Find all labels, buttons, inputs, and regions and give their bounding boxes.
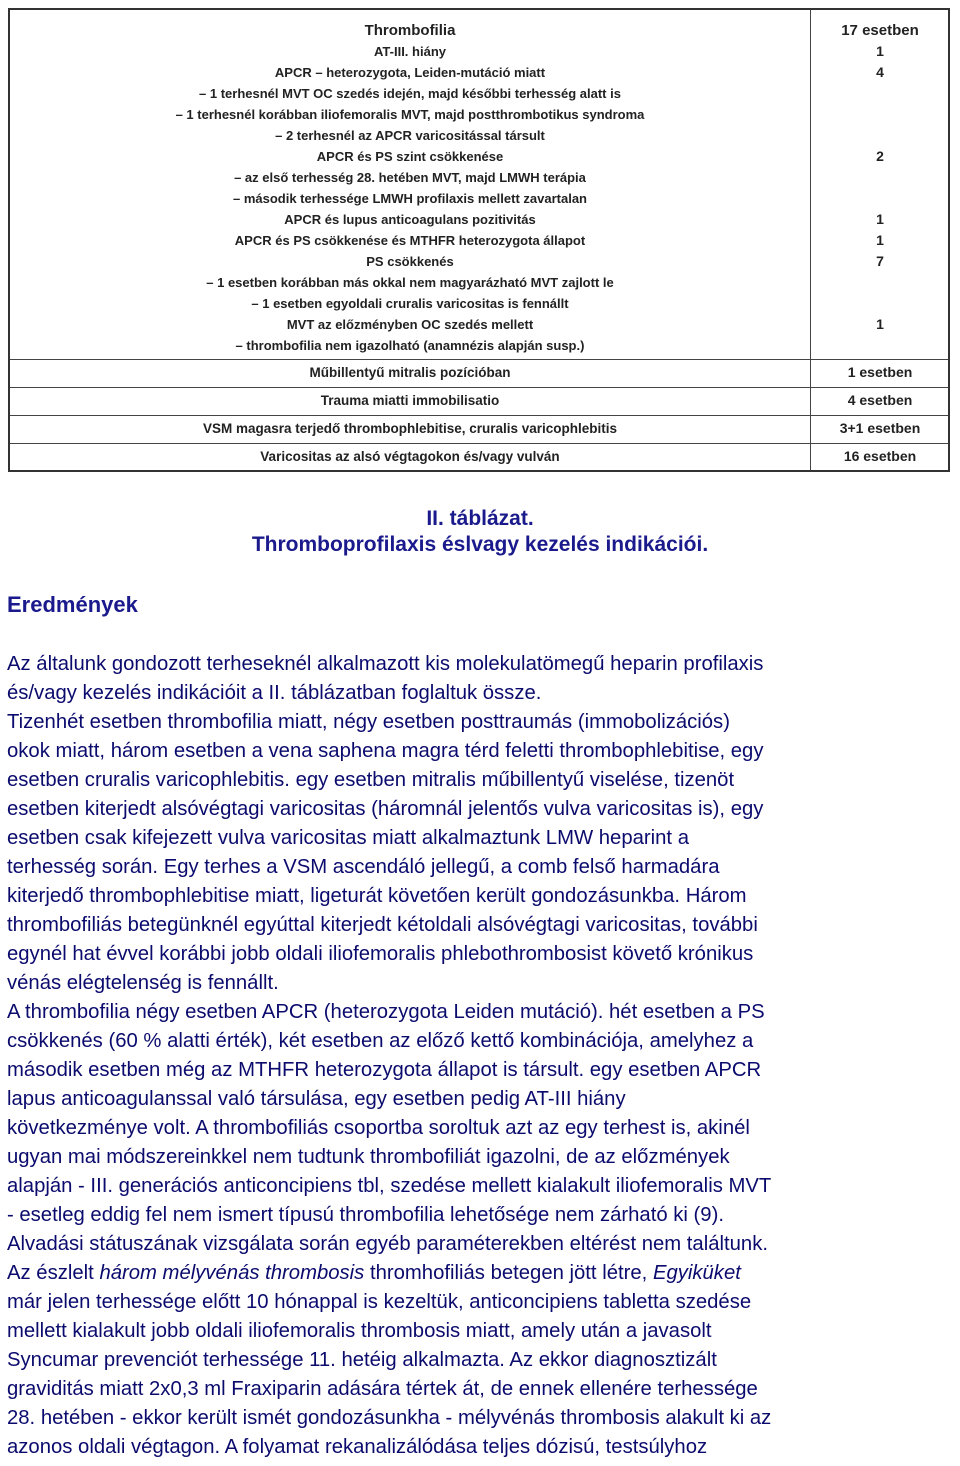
table-row (10, 390, 948, 411)
text-line: következménye volt. A thrombofiliás csoportba soroltuk azt az egy terhest is, akinél (7, 1117, 750, 1139)
text-line-mixed (7, 1259, 953, 1288)
table-row-text: – 1 terhesnél MVT OC szedés idején, majd későbbi terhesség alatt is (199, 86, 621, 101)
table-row-count: 1 (876, 232, 884, 248)
table-row-count: 2 (876, 148, 884, 164)
body-text (7, 650, 953, 1462)
text-line: graviditás miatt 2x0,3 ml Fraxiparin adására tértek át, de ennek ellenére terhessége (7, 1378, 758, 1400)
table-row-text: – az első terhesség 28. hetében MVT, majd LMWH terápia (234, 170, 586, 185)
table-row-count: 3+1 esetben (839, 420, 921, 436)
table-divider (10, 387, 948, 388)
text-run: Az észlelt (7, 1262, 100, 1284)
table-row-text: VSM magasra terjedő thrombophlebitise, cruralis varicophlebitis (202, 421, 618, 436)
table-row (10, 335, 948, 356)
table-row-count: 1 esetben (847, 364, 913, 380)
table-divider (10, 443, 948, 444)
table-row (10, 251, 948, 272)
text-line: A thrombofilia négy esetben APCR (heterozygota Leiden mutáció). hét esetben a PS (7, 1001, 765, 1023)
text-run: thromhofiliás betegen jött létre, (364, 1262, 653, 1284)
table-row-text: – második terhessége LMWH profilaxis mellett zavartalan (232, 191, 587, 206)
text-line: azonos oldali végtagon. A folyamat rekanalizálódása teljes dózisú, testsúlyhoz (7, 1436, 708, 1458)
table-divider (10, 359, 948, 360)
table-divider (10, 415, 948, 416)
table-row-count: 4 (876, 64, 884, 80)
text-line: egynél hat évvel korábbi jobb oldali iliofemoralis phlebothrombosist követő krónikus (7, 943, 754, 965)
table-row-text: APCR – heterozygota, Leiden-mutáció miatt (274, 65, 546, 80)
caption-line-1: II. táblázat. (426, 507, 534, 530)
table-row-count: 1 (876, 43, 884, 59)
table-row-text: PS csökkenés (366, 254, 454, 269)
table-row-text: APCR és lupus anticoagulans pozitivitás (284, 212, 536, 227)
text-line: második esetben még az MTHFR heterozygota állapot is társult. egy esetben APCR (7, 1059, 762, 1081)
table-row (10, 209, 948, 230)
text-line: Syncumar prevenciót terhessége 11. hetéig alkalmazta. Az ekkor diagnosztizált (7, 1349, 717, 1371)
table-row-count: 7 (876, 253, 884, 269)
text-line: thrombofiliás betegünknél egyúttal kiterjedt kétoldali alsóvégtagi varicositas, további (7, 914, 758, 936)
table-row-text: AT-III. hiány (374, 44, 446, 59)
table-row-text: – 1 terhesnél korábban iliofemoralis MVT, majd postthrombotikus syndroma (175, 107, 645, 122)
table-row (10, 41, 948, 62)
text-line: esetben csak kifejezett vulva varicositas miatt alkalmaztunk LMW heparint a (7, 827, 689, 849)
caption-line-2: Thromboprofilaxis éslvagy kezelés indikációi. (251, 533, 709, 556)
table-row-text: APCR és PS szint csökkenése (316, 149, 504, 164)
table-row-text: Varicositas az alsó végtagokon és/vagy vulván (260, 449, 560, 464)
text-line: 28. hetében - ekkor került ismét gondozásunkha - mélyvénás thrombosis alakult ki az (7, 1407, 772, 1429)
table-row (10, 362, 948, 383)
table-row-count: 1 (876, 211, 884, 227)
table-row-count: 16 esetben (843, 448, 917, 464)
text-line: - esetleg eddig fel nem ismert típusú thrombofilia lehetősége nem zárható ki (9). (7, 1204, 724, 1226)
table-row (10, 83, 948, 104)
table-row-text: – thrombofilia nem igazolható (anamnézis alapján susp.) (235, 338, 585, 353)
table-row (10, 272, 948, 293)
text-line: csökkenés (60 % alatti érték), két esetben az előző kettő kombinációja, amelyhez a (7, 1030, 754, 1052)
text-line: Az általunk gondozott terheseknél alkalmazott kis molekulatömegű heparin profilaxis (7, 653, 764, 675)
table-row (10, 293, 948, 314)
table-caption (0, 506, 960, 558)
table-row (10, 446, 948, 467)
table-row-text: Trauma miatti immobilisatio (320, 393, 500, 408)
table-row (10, 418, 948, 439)
table-header-row (10, 20, 948, 41)
text-line: mellett kialakult jobb oldali iliofemoralis thrombosis miatt, amely után a javasolt (7, 1320, 712, 1342)
text-line: lapus anticoagulanssal való társulása, egy esetben pedig AT-III hiány (7, 1088, 626, 1110)
table-row-count: 1 (876, 316, 884, 332)
text-line: alapján - III. generációs anticoncipiens tbl, szedése mellett kialakult iliofemoralis MVT (7, 1175, 772, 1197)
table-row (10, 146, 948, 167)
table-header-count: 17 esetben (841, 22, 919, 39)
table-row-text: MVT az előzményben OC szedés mellett (286, 317, 534, 332)
section-heading: Eredmények (7, 592, 138, 617)
text-line: Alvadási státuszának vizsgálata során egyéb paraméterekben eltérést nem találtunk. (7, 1233, 768, 1255)
text-line: terhesség során. Egy terhes a VSM ascendáló jellegű, a comb felső harmadára (7, 856, 720, 878)
table-row (10, 167, 948, 188)
text-line: már jelen terhessége előtt 10 hónappal is kezeltük, anticoncipiens tabletta szedése (7, 1291, 752, 1313)
table-row (10, 125, 948, 146)
table-row-text: – 1 esetben korábban más okkal nem magyarázható MVT zajlott le (206, 275, 614, 290)
italic-run: három mélyvénás thrombosis (99, 1262, 365, 1284)
text-line: esetben kiterjedt alsóvégtagi varicositas (háromnál jelentős vulva varicositas is), egy (7, 798, 764, 820)
table-row-count: 4 esetben (847, 392, 913, 408)
text-line: kiterjedő thrombophlebitise miatt, ligeturát követően került gondozásunkba. Három (7, 885, 747, 907)
table-header-title: Thrombofilia (364, 22, 456, 39)
table-row (10, 230, 948, 251)
text-line: és/vagy kezelés indikációit a II. táblázatban foglaltuk össze. (7, 682, 542, 704)
table-row (10, 62, 948, 83)
table-row-text: APCR és PS csökkenése és MTHFR heterozygota állapot (234, 233, 586, 248)
text-line: Tizenhét esetben thrombofilia miatt, négy esetben posttraumás (immobolizációs) (7, 711, 730, 733)
table-row-text: – 1 esetben egyoldali cruralis varicositas is fennállt (251, 296, 569, 311)
indication-table (8, 8, 950, 472)
table-row-text: – 2 terhesnél az APCR varicositással társult (275, 128, 545, 143)
text-line: vénás elégtelenség is fennállt. (7, 972, 279, 994)
text-line: ugyan mai módszereinkkel nem tudtunk thrombofiliát igazolni, de az előzmények (7, 1146, 730, 1168)
table-row-text: Műbillentyű mitralis pozícióban (309, 365, 511, 380)
text-line: esetben cruralis varicophlebitis. egy esetben mitralis műbillentyű viselése, tizenöt (7, 769, 735, 791)
italic-run: Egyiküket (652, 1262, 741, 1284)
text-line: okok miatt, három esetben a vena saphena magra térd feletti thrombophlebitise, egy (7, 740, 764, 762)
table-row (10, 104, 948, 125)
table-row (10, 314, 948, 335)
table-row (10, 188, 948, 209)
